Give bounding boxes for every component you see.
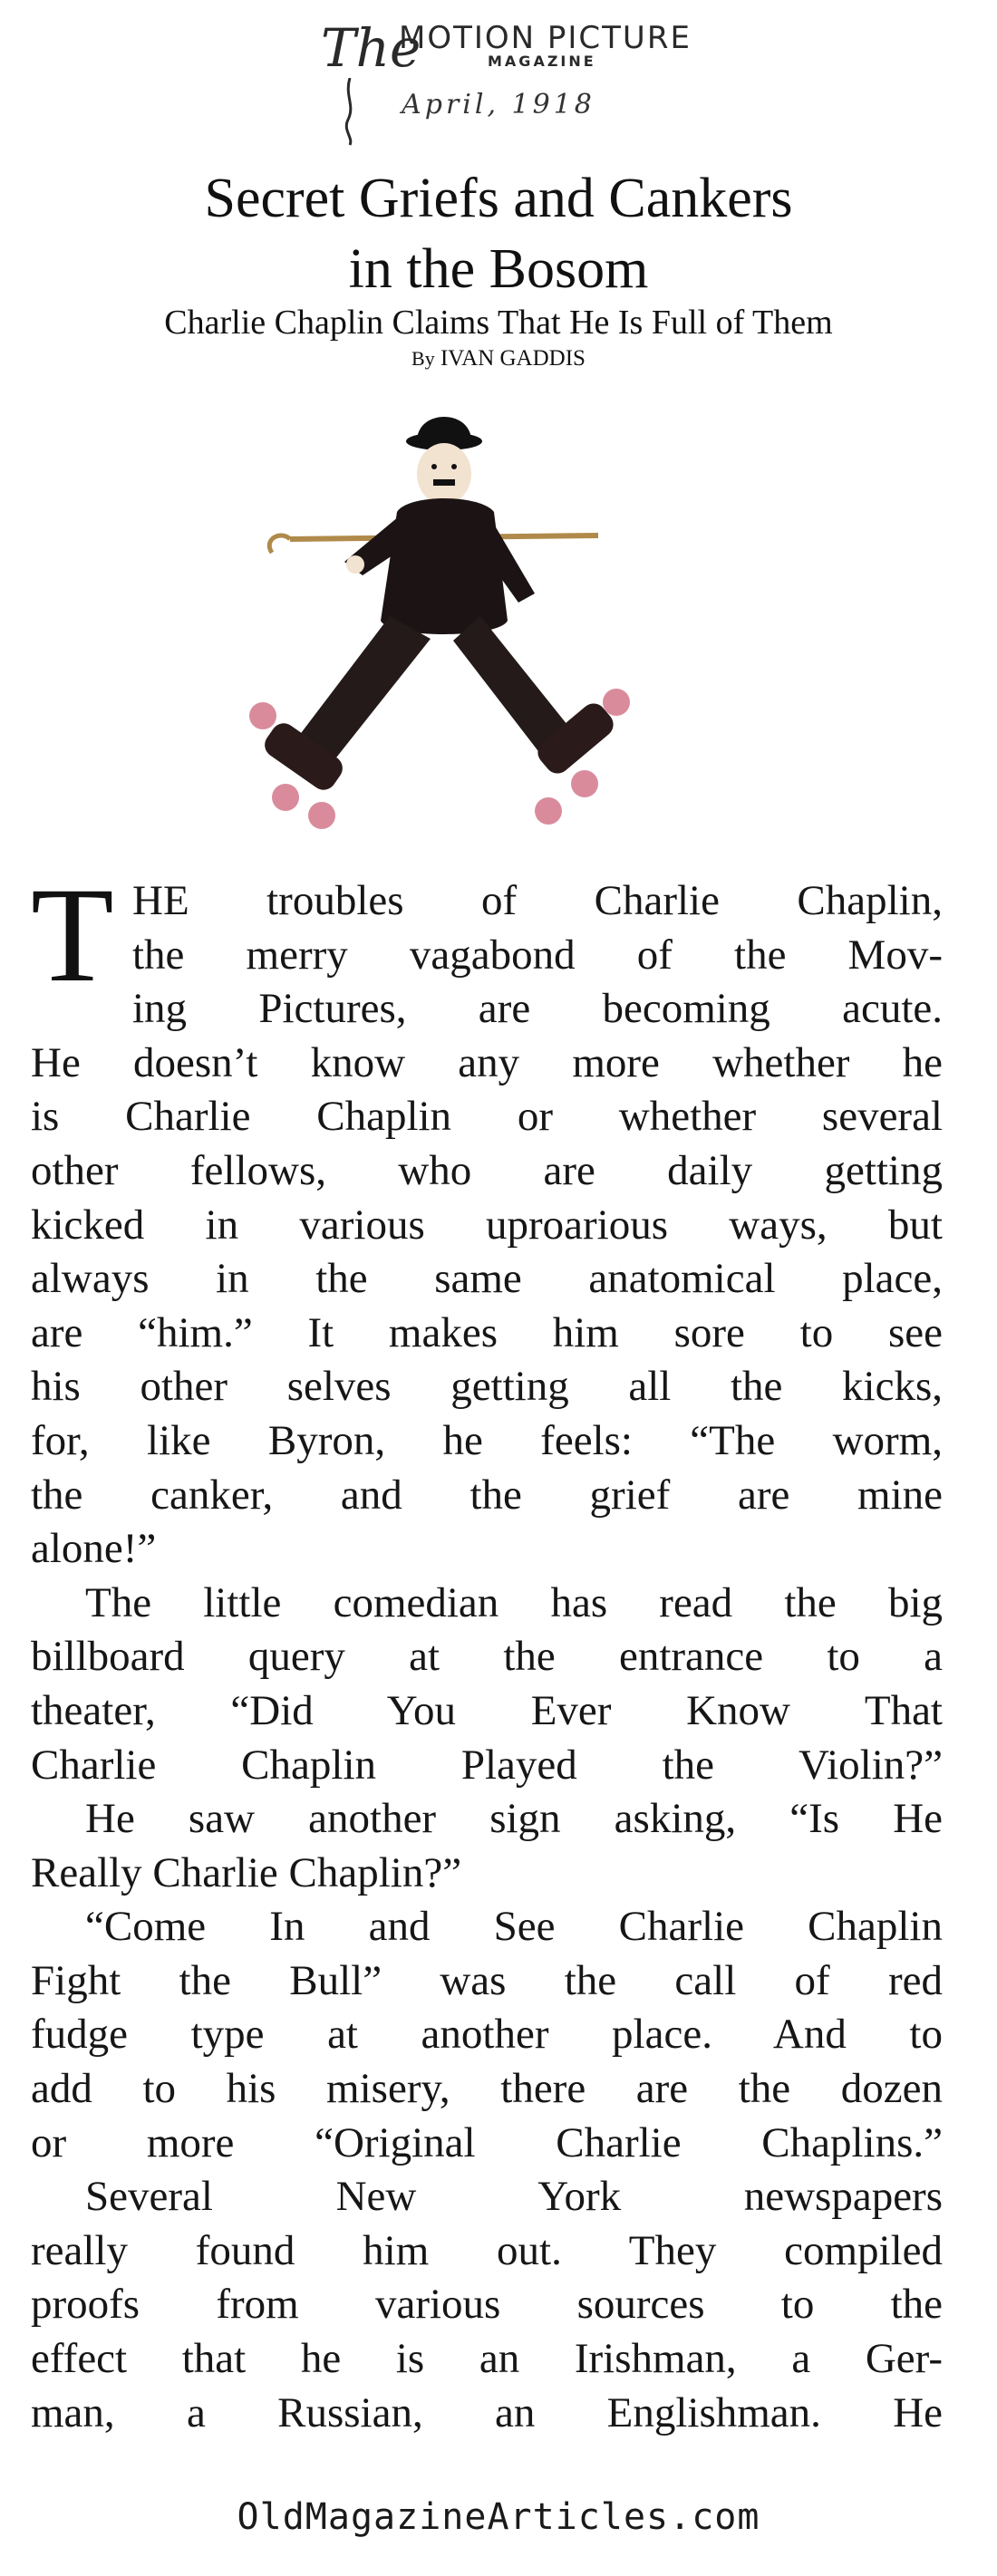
text-line: always in the same anatomical place, (31, 1255, 943, 1303)
text-line: are “him.” It makes him sore to see (31, 1308, 943, 1356)
text-line: Really Charlie Chaplin?” (31, 1848, 462, 1896)
text-line: effect that he is an Irishman, a Ger- (31, 2335, 943, 2383)
text-line: He saw another sign asking, “Is He (85, 1795, 943, 1843)
text-line: alone!” (31, 1525, 157, 1573)
text-line: really found him out. They compiled (31, 2226, 943, 2274)
text-line: ing Pictures, are becoming acute. (132, 985, 943, 1033)
drop-cap: T (31, 860, 114, 1010)
text-line: fudge type at another place. And to (31, 2011, 943, 2059)
headline-line-2: in the Bosom (348, 238, 649, 300)
text-line: He doesn’t know any more whether he (31, 1038, 943, 1086)
text-line: Fight the Bull” was the call of red (31, 1956, 943, 2004)
headline-line-1: Secret Griefs and Cankers (204, 168, 793, 229)
text-line: HE troubles of Charlie Chaplin, (132, 877, 943, 924)
text-line: proofs from various sources to the (31, 2281, 943, 2329)
text-line: billboard query at the entrance to a (31, 1633, 943, 1681)
text-line: his other selves getting all the kicks, (31, 1363, 943, 1411)
text-line: for, like Byron, he feels: “The worm, (31, 1416, 943, 1464)
text-line: theater, “Did You Ever Know That (31, 1686, 943, 1734)
headline (36, 163, 961, 304)
text-line: man, a Russian, an Englishman. He (31, 2388, 943, 2436)
magazine-logo (321, 16, 692, 89)
text-line: other fellows, who are daily getting (31, 1146, 943, 1194)
text-line: is Charlie Chaplin or whether several (31, 1093, 943, 1141)
byline (36, 346, 961, 371)
text-line: Charlie Chaplin Played the Violin?” (31, 1741, 943, 1789)
text-line: The little comedian has read the big (85, 1578, 943, 1626)
article-body (31, 860, 943, 2440)
text-line: or more “Original Charlie Chaplins.” (31, 2118, 943, 2166)
logo-name: MOTION PICTURE (399, 20, 692, 56)
subheadline: Charlie Chaplin Claims That He Is Full of Them (164, 304, 833, 342)
text-line: “Come In and See Charlie Chaplin (85, 1903, 943, 1951)
text-line: kicked in various uproarious ways, but (31, 1201, 943, 1249)
logo-sub: MAGAZINE (488, 53, 596, 70)
byline-author: IVAN GADDIS (440, 346, 586, 371)
text-line: the merry vagabond of the Mov- (132, 931, 943, 979)
text-line: the canker, and the grief are mine (31, 1471, 943, 1519)
logo-the: The (321, 17, 421, 79)
source-footer[interactable]: OldMagazineArticles.com (237, 2496, 760, 2538)
chaplin-roller-skates-illustration (236, 403, 662, 847)
byline-by: By (411, 347, 435, 370)
masthead (0, 9, 997, 145)
text-line: Several New York newspapers (85, 2173, 943, 2221)
text-line: add to his misery, there are the dozen (31, 2065, 943, 2113)
issue-date: April, 1918 (402, 89, 595, 121)
